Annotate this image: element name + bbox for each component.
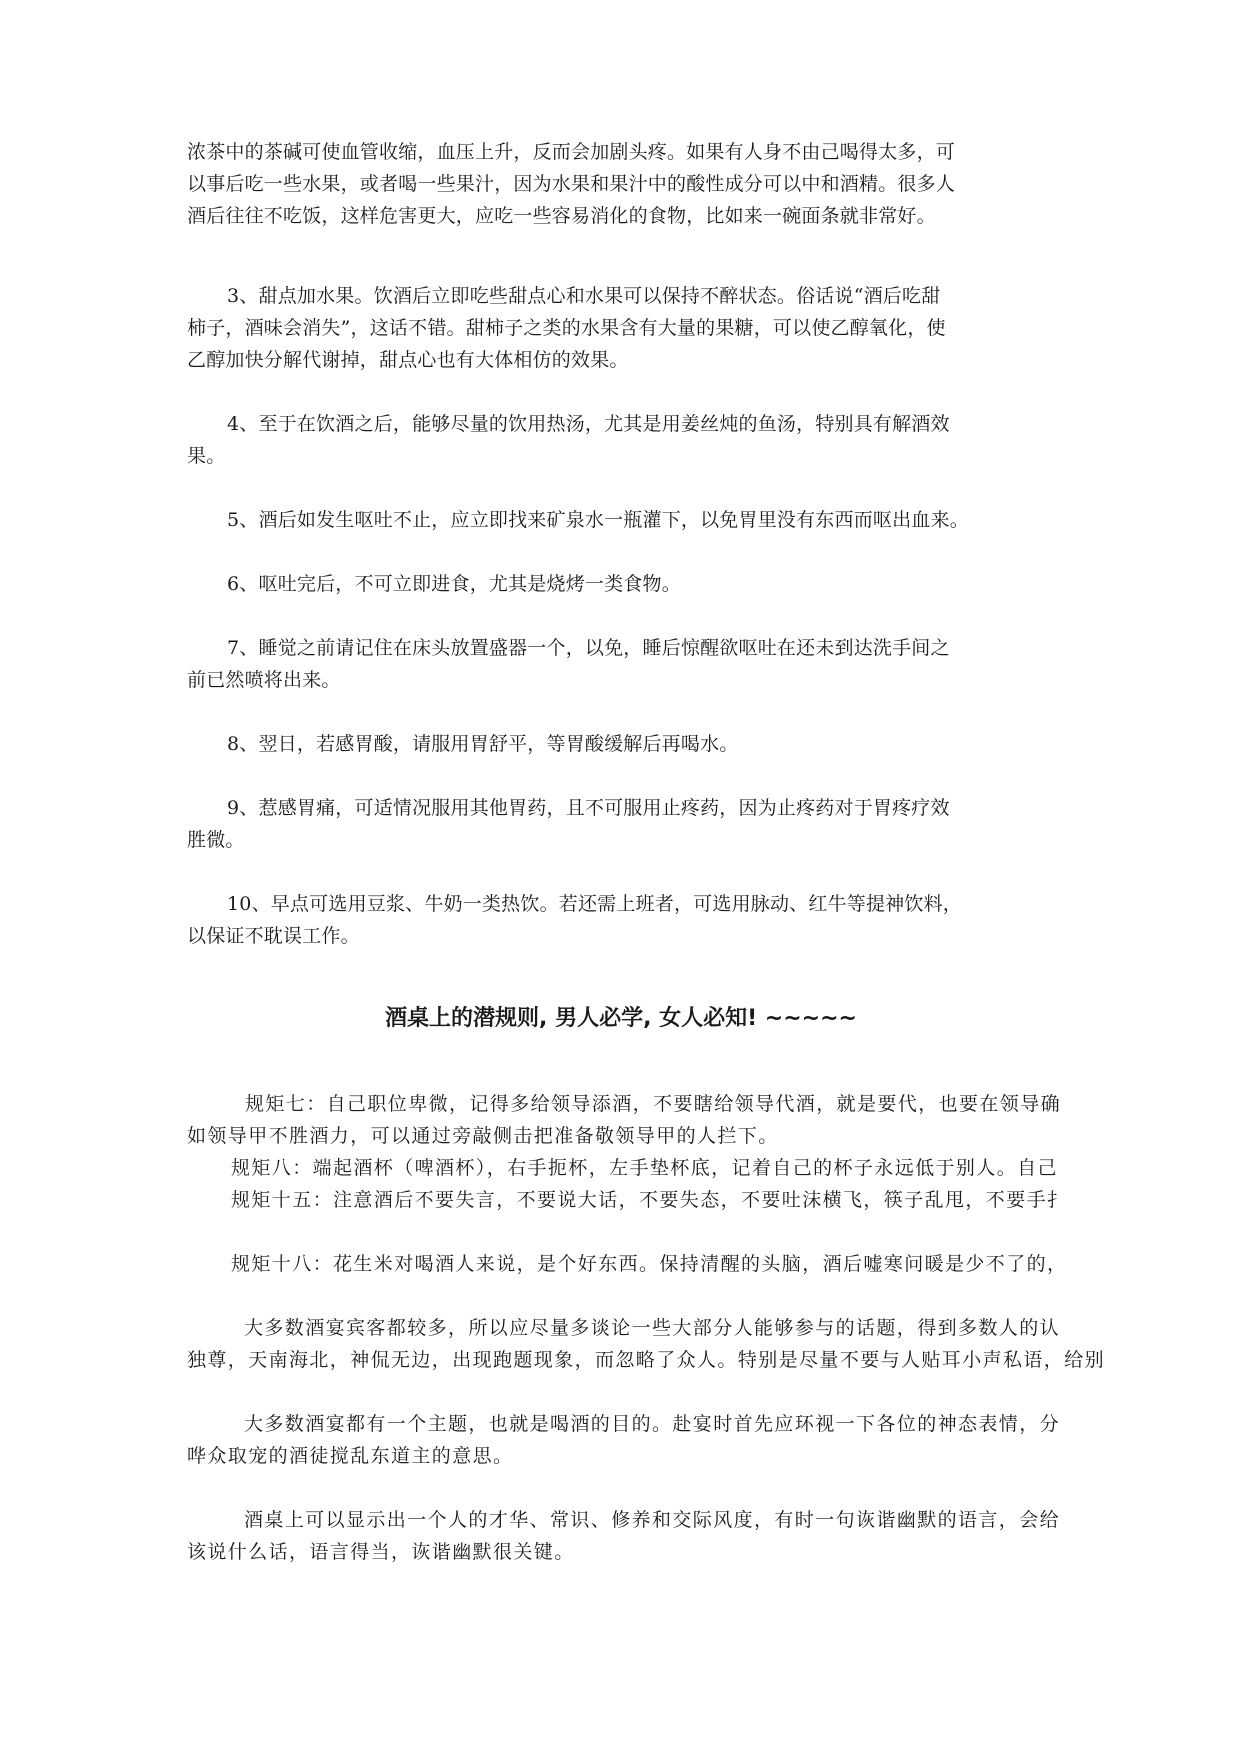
text-line: 柿子，酒味会消失”，这话不错。甜柿子之类的水果含有大量的果糖，可以使乙醇氧化，使 [187,317,946,339]
rule-18 [187,1248,1067,1280]
rule-8 [187,1152,1058,1184]
text-line: 酒后往往不吃饭，这样危害更大，应吃一些容易消化的食物，比如来一碗面条就非常好。 [187,205,936,227]
text-line: 7、睡觉之前请记住在床头放置盛器一个，以免，睡后惊醒欲呕吐在还未到达洗手间之 [227,637,950,659]
text-line: 以保证不耽误工作。 [187,925,360,947]
text-line: 大多数酒宴都有一个主题，也就是喝酒的目的。赴宴时首先应环视一下各位的神态表情，分 [244,1413,1061,1435]
section-title: 酒桌上的潜规则, 男人必学, 女人必知! ~~~~~ [385,1006,857,1031]
text-line: 该说什么话，语言得当，诙谐幽默很关键。 [187,1541,575,1563]
text-line: 10、早点可选用豆浆、牛奶一类热饮。若还需上班者，可选用脉动、红牛等提神饮料， [227,893,962,915]
tip-7 [187,632,1055,696]
text-line: 9、惹感胃痛，可适情况服用其他胃药，且不可服用止疼药，因为止疼药对于胃疼疗效 [227,797,950,819]
text-line: 果。 [187,445,226,467]
tip-8 [187,728,1055,760]
rule-15 [187,1184,1067,1216]
tip-6 [187,568,1055,600]
text-line: 前已然喷将出来。 [187,669,341,691]
text-line: 5、酒后如发生呕吐不止，应立即找来矿泉水一瓶灌下，以免胃里没有东西而呕出血来。 [227,509,969,531]
text-line: 独尊，天南海北，神侃无边，出现跑题现象，而忽略了众人。特别是尽量不要与人贴耳小声私语，给别 [187,1349,1106,1371]
text-line: 胜微。 [187,829,245,851]
paragraph-humor [187,1504,1060,1568]
text-line: 哗众取宠的酒徒搅乱东道主的意思。 [187,1445,514,1467]
text-line: 规矩七：自己职位卑微，记得多给领导添酒，不要瞎给领导代酒，就是要代，也要在领导确 [245,1093,1062,1115]
text-line: 浓茶中的茶碱可使血管收缩，血压上升，反而会加剧头疼。如果有人身不由己喝得太多，可 [187,141,956,163]
paragraph-theme [187,1408,1060,1472]
text-line: 规矩十五：注意酒后不要失言，不要说大话，不要失态，不要吐沫横飞，筷子乱甩，不要手扌 [231,1189,1068,1211]
text-line: 以事后吃一些水果，或者喝一些果汁，因为水果和果汁中的酸性成分可以中和酒精。很多人 [187,173,956,195]
tip-9 [187,792,1055,856]
text-line: 8、翌日，若感胃酸，请服用胃舒平，等胃酸缓解后再喝水。 [227,733,739,755]
intro-paragraph [187,136,1055,232]
tip-5 [187,504,1055,536]
text-line: 酒桌上可以显示出一个人的才华、常识、修养和交际风度，有时一句诙谐幽默的语言，会给 [244,1509,1061,1531]
text-line: 规矩十八：花生米对喝酒人来说，是个好东西。保持清醒的头脑，酒后嘘寒问暖是少不了的， [231,1253,1068,1275]
text-line: 如领导甲不胜酒力，可以通过旁敲侧击把准备敬领导甲的人拦下。 [187,1125,779,1147]
text-line: 大多数酒宴宾客都较多，所以应尽量多谈论一些大部分人能够参与的话题，得到多数人的认 [244,1317,1061,1339]
rule-7 [187,1088,1061,1152]
paragraph-guests [187,1312,1105,1376]
text-line: 3、甜点加水果。饮酒后立即吃些甜点心和水果可以保持不醉状态。俗话说“酒后吃甜 [227,285,941,307]
text-line: 乙醇加快分解代谢掉，甜点心也有大体相仿的效果。 [187,349,629,371]
tip-4 [187,408,1055,472]
text-line: 6、呕吐完后，不可立即进食，尤其是烧烤一类食物。 [227,573,681,595]
text-line: 4、至于在饮酒之后，能够尽量的饮用热汤，尤其是用姜丝炖的鱼汤，特别具有解酒效 [227,413,950,435]
text-line: 规矩八：端起酒杯（啤酒杯），右手扼杯，左手垫杯底，记着自己的杯子永远低于别人。自己 [231,1157,1058,1179]
tip-3 [187,280,1055,376]
tip-10 [187,888,1055,952]
